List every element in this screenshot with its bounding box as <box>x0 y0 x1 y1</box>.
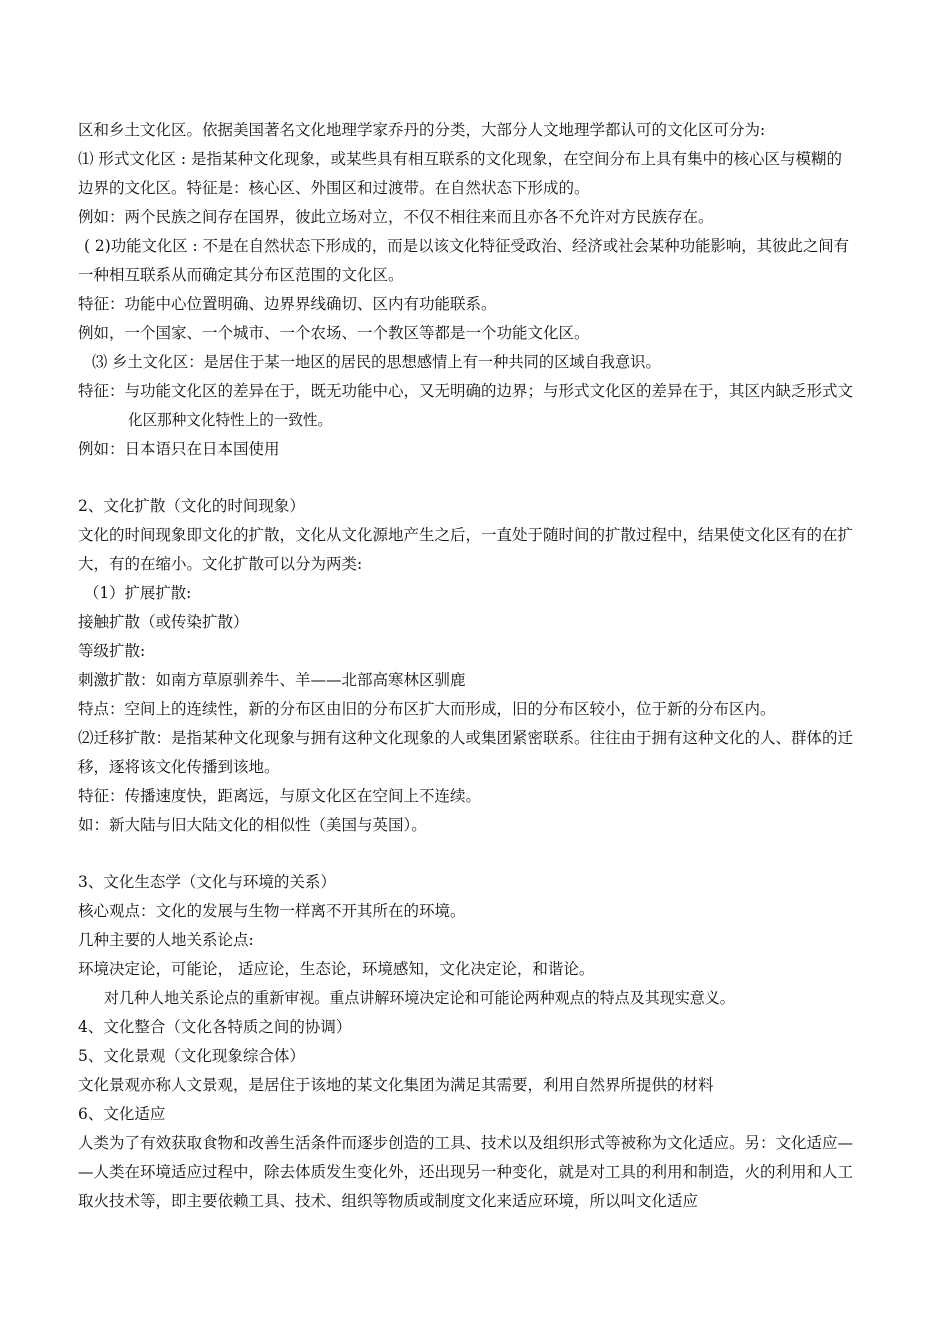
text-line: 区和乡土文化区。依据美国著名文化地理学家乔丹的分类，大部分人文地理学都认可的文化区可分为: <box>78 121 766 139</box>
text-line: ⑴ 形式文化区 : 是指某种文化现象，或某些具有相互联系的文化现象，在空间分布上具有集中的核心区与模糊的 <box>78 150 843 168</box>
text-line: 文化的时间现象即文化的扩散，文化从文化源地产生之后，一直处于随时间的扩散过程中，结果使文化区有的在扩 <box>78 526 854 544</box>
text-line: 环境决定论，可能论， 适应论，生态论，环境感知，文化决定论，和谐论。 <box>78 960 595 978</box>
text-line: 接触扩散（或传染扩散） <box>78 613 249 631</box>
text-line: 如：新大陆与旧大陆文化的相似性（美国与英国）。 <box>78 816 427 834</box>
text-line: （1）扩展扩散: <box>84 584 192 602</box>
section-heading: 6、文化适应 <box>78 1105 166 1123</box>
text-line: 例如：日本语只在日本国使用 <box>78 440 280 458</box>
text-line: ( 2)功能文化区 : 不是在自然状态下形成的，而是以该文化特征受政治、经济或社会某种功能影响，其彼此之间有 <box>84 237 849 255</box>
text-line: 核心观点：文化的发展与生物一样离不开其所在的环境。 <box>78 902 466 920</box>
text-line: 刺激扩散：如南方草原驯养牛、羊——北部高寒林区驯鹿 <box>78 671 466 689</box>
text-line: ⑵迁移扩散：是指某种文化现象与拥有这种文化现象的人或集团紧密联系。往往由于拥有这种文化的人、群体的迁 <box>78 729 854 747</box>
text-line: 特点：空间上的连续性，新的分布区由旧的分布区扩大而形成，旧的分布区较小，位于新的分布区内。 <box>78 700 776 718</box>
text-line: 一种相互联系从而确定其分布区范围的文化区。 <box>78 266 404 284</box>
text-line: 移，逐将该文化传播到该地。 <box>78 758 280 776</box>
text-line: 边界的文化区。特征是：核心区、外围区和过渡带。在自然状态下形成的。 <box>78 179 590 197</box>
text-line: 人类为了有效获取食物和改善生活条件而逐步创造的工具、技术以及组织形式等被称为文化适应。另：文化适应— <box>78 1134 854 1152</box>
text-line: 化区那种文化特性上的一致性。 <box>128 411 333 429</box>
text-line: 例如：两个民族之间存在国界，彼此立场对立，不仅不相往来而且亦各不允许对方民族存在。 <box>78 208 714 226</box>
text-line: 对几种人地关系论点的重新审视。重点讲解环境决定论和可能论两种观点的特点及其现实意义。 <box>104 989 735 1007</box>
section-heading: 4、文化整合（文化各特质之间的协调） <box>78 1018 352 1036</box>
section-heading: 2、文化扩散（文化的时间现象） <box>78 497 305 515</box>
text-line: 文化景观亦称人文景观，是居住于该地的某文化集团为满足其需要，利用自然界所提供的材料 <box>78 1076 714 1094</box>
text-line: 等级扩散: <box>78 642 146 660</box>
section-heading: 3、文化生态学（文化与环境的关系） <box>78 873 336 891</box>
section-heading: 5、文化景观（文化现象综合体） <box>78 1047 305 1065</box>
text-line: 几种主要的人地关系论点: <box>78 931 254 949</box>
text-line: 特征：功能中心位置明确、边界界线确切、区内有功能联系。 <box>78 295 497 313</box>
text-line: ⑶ 乡土文化区：是居住于某一地区的居民的思想感情上有一种共同的区域自我意识。 <box>92 353 661 371</box>
text-line: 特征：传播速度快，距离远，与原文化区在空间上不连续。 <box>78 787 482 805</box>
text-line: —人类在环境适应过程中，除去体质发生变化外，还出现另一种变化，就是对工具的利用和制造，火的利用和人工 <box>78 1163 854 1181</box>
text-line: 取火技术等，即主要依赖工具、技术、组织等物质或制度文化来适应环境，所以叫文化适应 <box>78 1192 699 1210</box>
text-line: 大，有的在缩小。文化扩散可以分为两类: <box>78 555 363 573</box>
text-line: 特征：与功能文化区的差异在于，既无功能中心，又无明确的边界；与形式文化区的差异在于，其区内缺乏形式文 <box>78 382 854 400</box>
text-line: 例如，一个国家、一个城市、一个农场、一个教区等都是一个功能文化区。 <box>78 324 590 342</box>
